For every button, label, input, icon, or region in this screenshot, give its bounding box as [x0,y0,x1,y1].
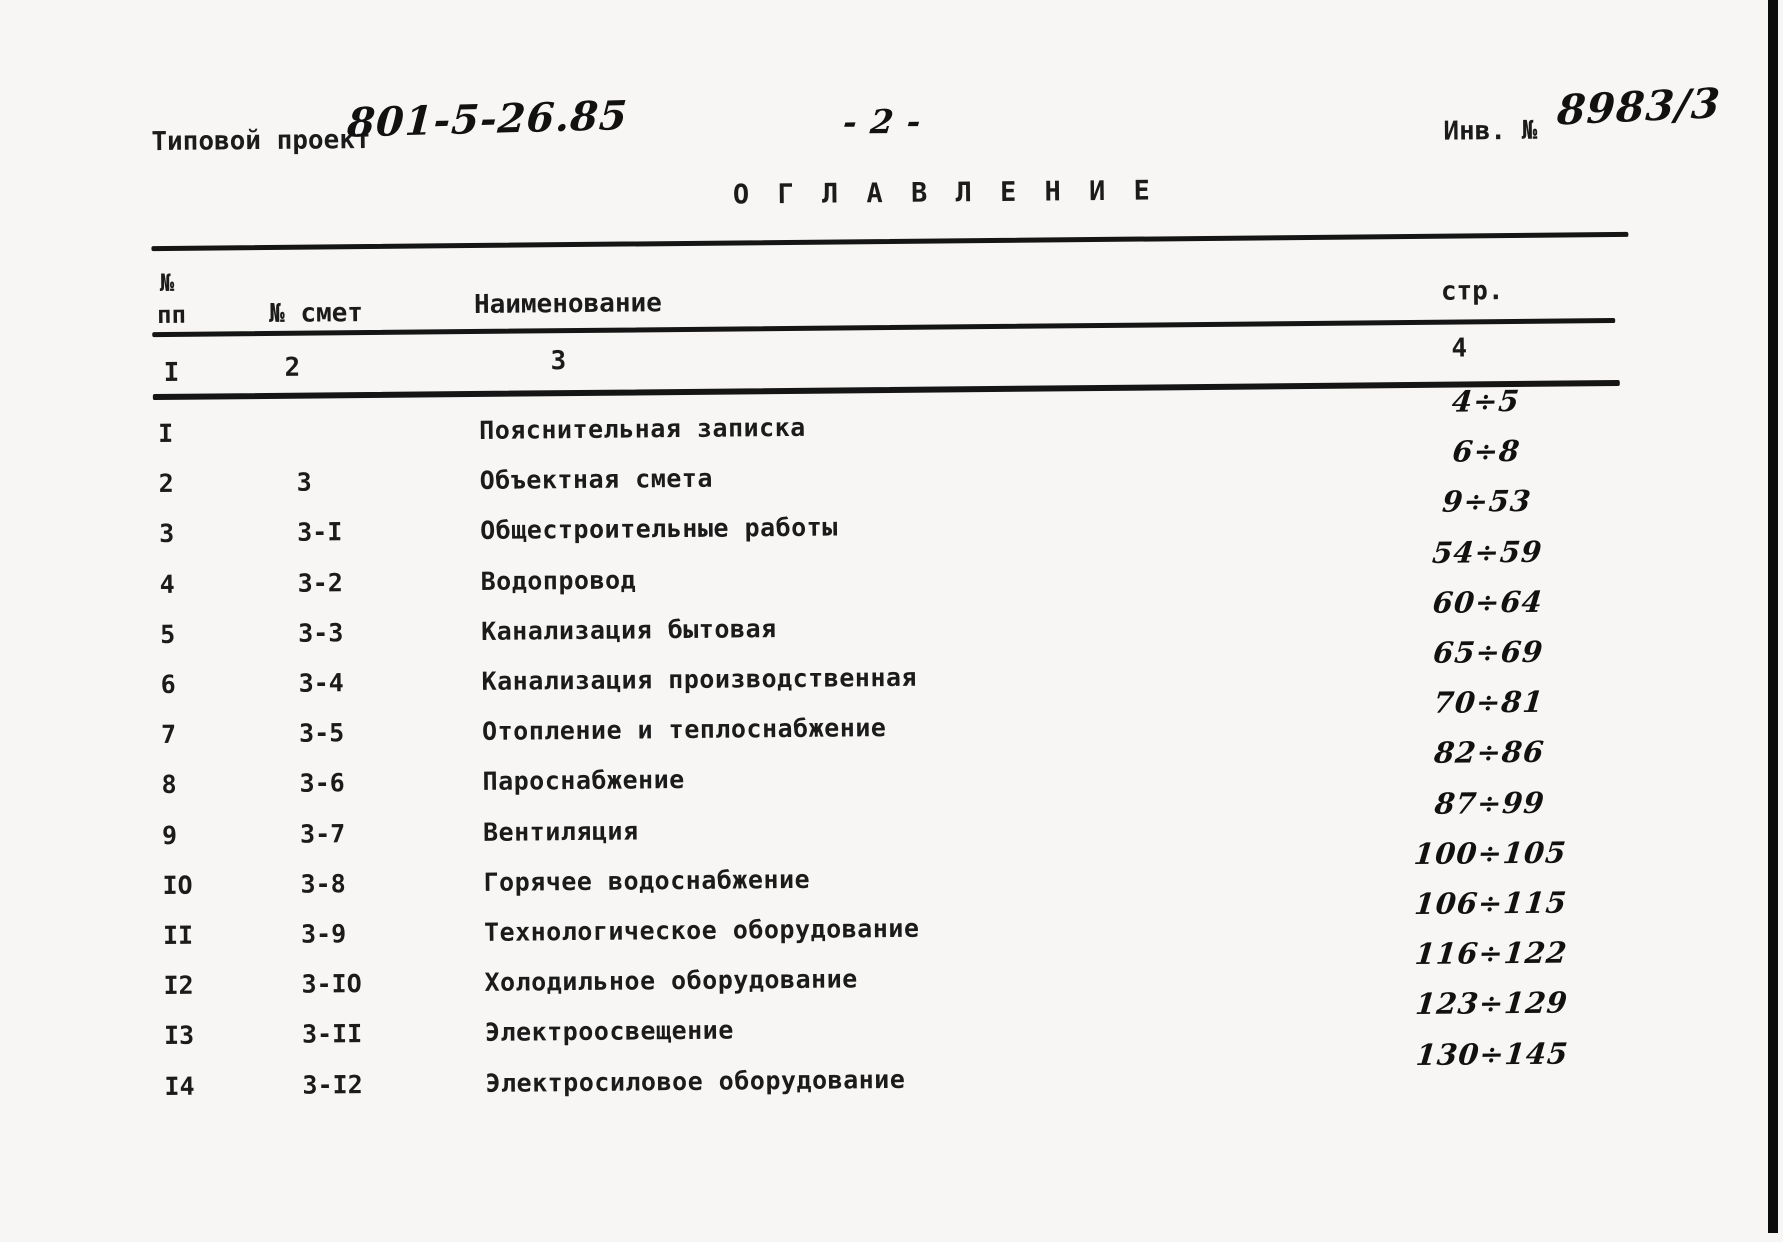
item-name-cell: Вентиляция [482,816,639,847]
column-index-1: I [163,357,180,388]
row-number-cell: IO [162,870,193,901]
col-header-num-line1: № [159,268,175,298]
estimate-number-cell: 3-I [297,517,343,547]
row-number-cell: 8 [161,769,177,800]
page-range-cell: 54÷59 [1430,534,1545,570]
column-index-4: 4 [1451,333,1468,364]
estimate-number-cell: 3-II [301,1019,363,1049]
contents-title: О Г Л А В Л Е Н И Е [732,175,1156,211]
page-range-cell: 60÷64 [1431,584,1545,620]
row-number-cell: 7 [160,719,177,750]
item-name-cell: Электросиловое оборудование [485,1064,906,1098]
item-name-cell: Канализация производственная [481,662,918,696]
project-number-handwritten: 801-5-26.85 [345,92,630,147]
item-name-cell: Водопровод [480,565,637,596]
page-range-cell: 82÷86 [1432,734,1546,770]
page-number: - 2 - [841,101,924,142]
column-index-3: 3 [550,346,567,377]
project-type-label: Типовой проект [151,124,371,158]
page-range-cell: 123÷129 [1413,985,1570,1022]
page-range-cell: 6÷8 [1450,433,1522,469]
estimate-number-cell: 3-IO [301,969,362,999]
col-header-num-line2: пп [156,300,187,330]
col-header-name: Наименование [473,288,662,320]
item-name-cell: Электроосвещение [484,1015,734,1047]
item-name-cell: Холодильное оборудование [484,964,858,997]
row-number-cell: 9 [161,820,178,851]
item-name-cell: Канализация бытовая [480,614,777,646]
toc-row [4,1036,1783,1113]
page-range-cell: 65÷69 [1431,634,1545,670]
row-number-cell: II [162,920,194,951]
page-range-cell: 130÷145 [1414,1036,1571,1073]
estimate-number-cell: 3 [296,467,312,497]
estimate-number-cell: 3-I2 [302,1070,363,1100]
page-range-cell: 70÷81 [1432,684,1546,720]
page-range-cell: 9÷53 [1440,483,1533,519]
page-range-cell: 106÷115 [1412,885,1569,922]
row-number-cell: I3 [163,1020,195,1051]
item-name-cell: Отопление и теплоснабжение [481,713,887,746]
estimate-number-cell: 3-3 [297,618,344,648]
item-name-cell: Объектная смета [479,463,714,495]
estimate-number-cell: 3-7 [299,819,346,849]
estimate-number-cell: 3-6 [299,768,345,798]
col-header-page: стр. [1440,276,1504,307]
row-number-cell: I [158,418,174,449]
estimate-number-cell: 3-2 [297,568,343,598]
inventory-label: Инв. № [1443,115,1538,147]
row-number-cell: 3 [159,518,175,549]
row-number-cell: I4 [164,1071,195,1101]
item-name-cell: Технологическое оборудование [483,913,920,947]
page-range-cell: 87÷99 [1433,785,1547,821]
estimate-number-cell: 3-5 [298,718,345,748]
col-header-estimate: № смет [268,298,364,329]
page-range-cell: 4÷5 [1450,383,1522,419]
column-index-2: 2 [284,352,301,383]
inventory-number-handwritten: 8983/3 [1555,79,1723,135]
row-number-cell: 4 [159,569,175,600]
estimate-number-cell: 3-4 [298,668,344,698]
estimate-number-cell: 3-9 [300,919,347,949]
page-range-cell: 100÷105 [1412,835,1569,872]
page-range-cell: 116÷122 [1413,935,1570,972]
row-number-cell: 5 [160,619,176,650]
item-name-cell: Пояснительная записка [479,412,806,445]
estimate-number-cell: 3-8 [300,869,346,899]
row-number-cell: 2 [158,468,174,499]
item-name-cell: Горячее водоснабжение [483,864,811,897]
item-name-cell: Пароснабжение [482,764,685,796]
row-number-cell: 6 [160,669,176,700]
scan-edge-line [1768,0,1778,1233]
row-number-cell: I2 [163,970,194,1001]
item-name-cell: Общестроительные работы [480,512,838,545]
